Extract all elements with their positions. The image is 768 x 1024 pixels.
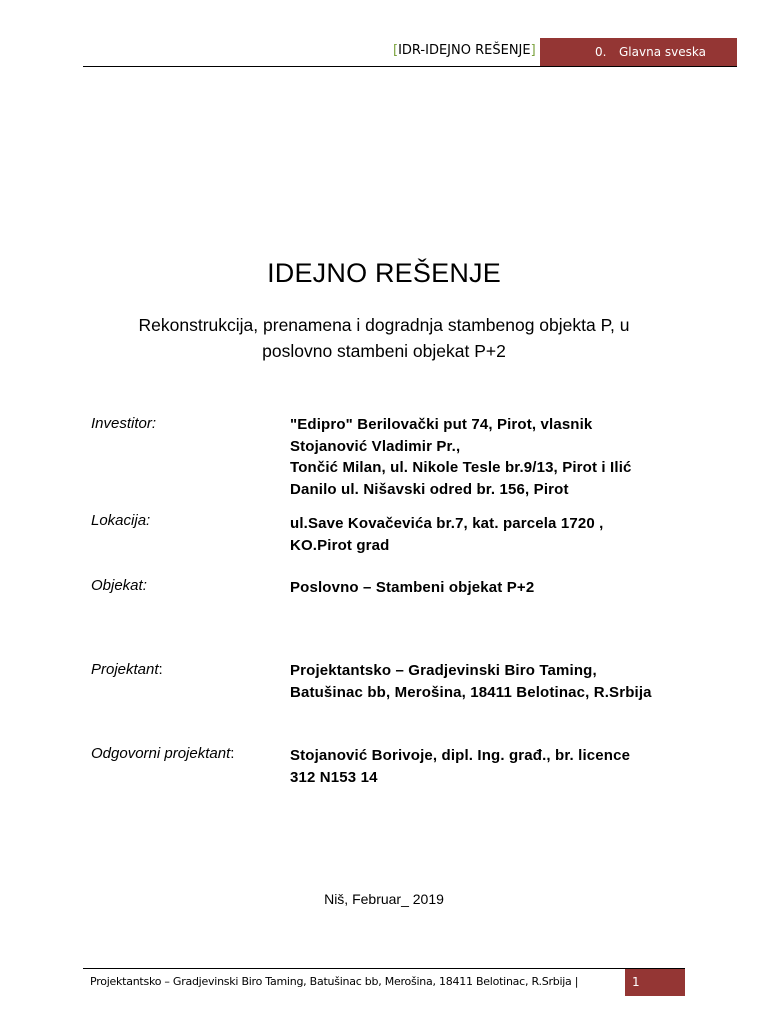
- investitor-line-1: "Edipro" Berilovački put 74, Pirot, vlasnik: [290, 416, 593, 433]
- investitor-value: [290, 414, 632, 500]
- document-title: IDEJNO REŠENJE: [267, 258, 501, 288]
- projektant-value: [290, 660, 652, 703]
- header-section-tab: [540, 38, 737, 66]
- objekat-value: [290, 577, 534, 599]
- document-subtitle: [60, 312, 708, 364]
- page-number: 1: [632, 975, 640, 989]
- projektant-line-1: Projektantsko – Gradjevinski Biro Taming,: [290, 662, 597, 679]
- subtitle-line-2: poslovno stambeni objekat P+2: [262, 341, 506, 361]
- projektant-label: [91, 661, 163, 678]
- lokacija-line-2: KO.Pirot grad: [290, 536, 390, 554]
- projektant-label-text: Projektant: [91, 661, 159, 678]
- odgovorni-line-1: Stojanović Borivoje, dipl. Ing. građ., br. licence: [290, 747, 631, 764]
- odgovorni-line-2: 312 N153 14: [290, 768, 378, 786]
- odgovorni-label-text: Odgovorni projektant: [91, 745, 231, 762]
- page-header: [0, 0, 768, 70]
- investitor-label: Investitor:: [91, 415, 157, 432]
- lokacija-value: [290, 513, 603, 556]
- header-divider: [83, 66, 737, 67]
- odgovorni-projektant-value: [290, 745, 630, 788]
- objekat-line-1: Poslovno – Stambeni objekat P+2: [290, 579, 535, 596]
- header-bracket-open: [: [393, 43, 399, 58]
- header-section-number: 0.: [595, 45, 607, 59]
- projektant-label-colon: :: [158, 661, 163, 678]
- odgovorni-label-colon: :: [230, 745, 235, 762]
- footer-text: Projektantsko – Gradjevinski Biro Taming, Batušinac bb, Merošina, 18411 Belotinac, R.Srbija |: [90, 975, 579, 988]
- subtitle-line-1: Rekonstrukcija, prenamena i dogradnja stambenog objekta P, u: [138, 315, 630, 335]
- investitor-line-2: Stojanović Vladimir Pr.,: [290, 437, 461, 455]
- header-bracket-close: ]: [530, 43, 536, 58]
- odgovorni-projektant-label: [91, 745, 234, 762]
- lokacija-line-1: ul.Save Kovačevića br.7, kat. parcela 1720 ,: [290, 515, 604, 532]
- footer-page-badge: [625, 969, 685, 996]
- investitor-line-3: Tončić Milan, ul. Nikole Tesle br.9/13, Pirot i Ilić: [290, 459, 632, 476]
- investitor-line-4: Danilo ul. Nišavski odred br. 156, Pirot: [290, 480, 569, 498]
- document-date: Niš, Februar_ 2019: [324, 891, 444, 907]
- objekat-label: Objekat:: [91, 577, 147, 594]
- header-project-code-text: IDR-IDEJNO REŠENJE: [398, 43, 531, 58]
- footer-divider: [83, 968, 685, 969]
- lokacija-label: Lokacija:: [91, 512, 151, 529]
- header-section-name: Glavna sveska: [619, 45, 706, 59]
- projektant-line-2: Batušinac bb, Merošina, 18411 Belotinac, R.Srbija: [290, 683, 652, 701]
- header-project-code: [393, 43, 536, 58]
